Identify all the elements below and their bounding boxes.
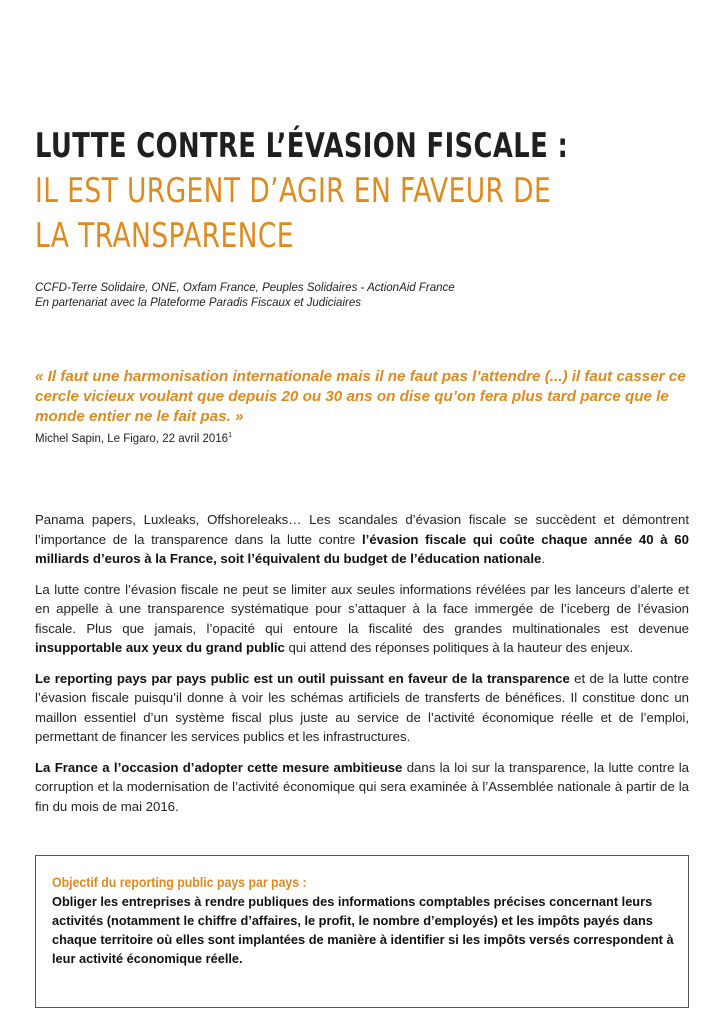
objective-box-text: Obliger les entreprises à rendre publiques des informations comptables précises concernant leurs activités (notamment le chiffre d’affaires, le profit, le nombre d’employés) et les impôts payés dans chaque territoire où elles sont implantées de manière à identifier si les impôts versés correspondent à leur activité économique réelle. <box>52 894 674 966</box>
pull-quote: « Il faut une harmonisation internationale mais il ne faut pas l’attendre (...) il faut casser ce cercle vicieux voulant que depuis 20 ou 30 ans on dise qu’on fera plus tard parce que le monde entier ne le fait pas. » <box>35 368 686 425</box>
title-line-3: LA TRANSPARENCE <box>35 216 294 256</box>
paragraph-3-emphasis: Le reporting pays par pays public est un outil puissant en faveur de la transparence <box>35 670 570 686</box>
objective-box <box>35 855 689 1008</box>
authors-partnership: En partenariat avec la Plateforme Paradis Fiscaux et Judiciaires <box>35 297 361 309</box>
paragraph-2-text-c: qui attend des réponses politiques à la hauteur des enjeux. <box>284 640 634 655</box>
paragraph-2-emphasis: insupportable aux yeux du grand public <box>35 640 285 655</box>
paragraph-2-text-a: La lutte contre l’évasion fiscale ne peut se limiter aux seules informations révélées par les lanceurs d’alerte et en appelle à une transparence systématique pour s’attaquer à la face immergée de l’iceberg de l’évasion fiscale. Plus que jamais, l’opacité qui entoure la fiscalité des grandes multinationales est devenue <box>35 581 689 636</box>
footnote-marker: 1 <box>228 432 232 439</box>
paragraph-3-text-b: et de la lutte contre l’évasion fiscale puisqu’il donne à voir les schémas artificiels de transferts de bénéfices. Il constitue donc un maillon essentiel d’un système fiscal plus juste au service de l’activité économique réelle et de l’emploi, permettant de financer les services publics et les infrastructures. <box>35 670 689 744</box>
paragraph-4-emphasis: La France a l’occasion d’adopter cette mesure ambitieuse <box>35 759 403 775</box>
title-line-2: IL EST URGENT D’AGIR EN FAVEUR DE <box>35 171 552 211</box>
paragraph-1-text-a: Panama papers, Luxleaks, Offshoreleaks… Les scandales d’évasion fiscale se succèdent et démontrent l’importance de la transparence dans la lutte contre <box>35 512 689 547</box>
paragraph-3 <box>35 669 689 747</box>
objective-box-title: Objectif du reporting public pays par pays : <box>52 874 307 890</box>
paragraph-4 <box>35 758 689 817</box>
paragraph-1 <box>35 510 689 569</box>
paragraph-1-text-c: . <box>541 551 546 566</box>
quote-source <box>35 432 232 445</box>
paragraph-1-emphasis: l’évasion fiscale qui coûte chaque année 40 à 60 milliards d’euros à la France, soit l’équivalent du budget de l’éducation nationale <box>35 531 689 566</box>
quote-source-text: Michel Sapin, Le Figaro, 22 avril 2016 <box>35 432 229 445</box>
authors-block <box>35 281 695 311</box>
paragraph-4-text-b: dans la loi sur la transparence, la lutte contre la corruption et la modernisation de l’activité économique qui sera examinée à l’Assemblée nationale à partir de la fin du mois de mai 2016. <box>35 759 689 814</box>
authors-organizations: CCFD-Terre Solidaire, ONE, Oxfam France, Peuples Solidaires - ActionAid France <box>35 282 455 294</box>
paragraph-2 <box>35 580 689 658</box>
title-line-1: LUTTE CONTRE L’ÉVASION FISCALE : <box>35 126 569 166</box>
page-title <box>35 124 695 259</box>
body-text <box>35 510 689 827</box>
